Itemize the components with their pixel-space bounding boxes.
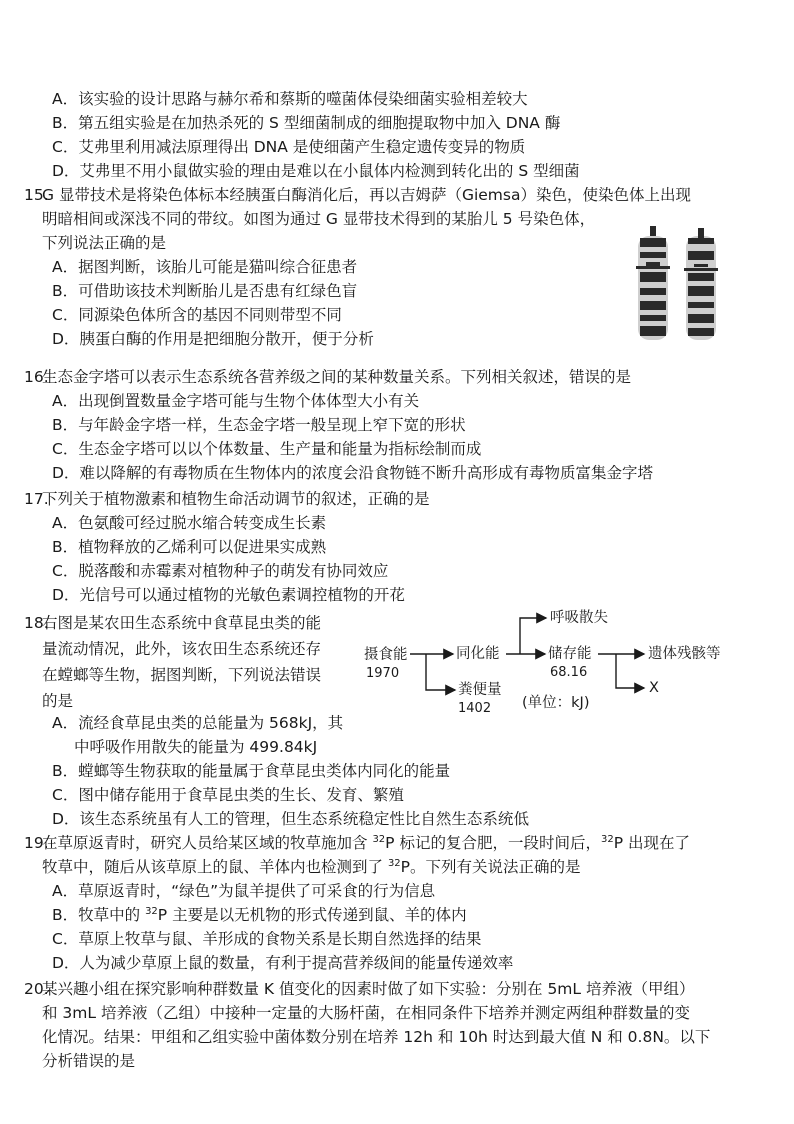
q18-stem-line-2: 量流动情况，此外，该农田生态系统还存	[42, 640, 322, 658]
q19-stem-line-1: 19.在草原返青时，研究人员给某区域的牧草施加含 $^{32}$P 标记的复合肥，一段时间后，$^{32}$P 出现在了	[24, 833, 690, 852]
q14-option-d: D．艾弗里不用小鼠做实验的理由是难以在小鼠体内检测到转化出的 S 型细菌	[52, 162, 580, 180]
q15-number: 15.	[24, 186, 49, 204]
diagram-assimilation-label: 同化能	[456, 646, 500, 662]
diagram-intake-value: 1970	[366, 666, 400, 681]
q15-stem-line-1: 15.G 显带技术是将染色体标本经胰蛋白酶消化后，再以吉姆萨（Giemsa）染色，使染色体上出现	[24, 186, 691, 204]
q18-option-d: D．该生态系统虽有人工的管理，但生态系统稳定性比自然生态系统低	[52, 810, 529, 828]
chromosome-5-banding-image	[630, 222, 726, 346]
q18-stem-line-3: 在螳螂等生物，据图判断，下列说法错误	[42, 666, 322, 684]
diagram-feces-label: 粪便量	[458, 682, 502, 698]
q19-number: 19.	[24, 834, 49, 852]
q16-stem: 16.生态金字塔可以表示生态系统各营养级之间的某种数量关系。下列相关叙述，错误的是	[24, 368, 632, 386]
q14-option-a: A．该实验的设计思路与赫尔希和蔡斯的噬菌体侵染细菌实验相差较大	[52, 90, 528, 108]
q18-option-c: C．图中储存能用于食草昆虫类的生长、发育、繁殖	[52, 786, 404, 804]
diagram-storage-value: 68.16	[550, 665, 588, 680]
q16-option-b: B．与年龄金字塔一样，生态金字塔一般呈现上窄下宽的形状	[52, 416, 466, 434]
q15-stem-line-3: 下列说法正确的是	[42, 234, 167, 252]
q19-stem-line-2: 牧草中，随后从该草原上的鼠、羊体内也检测到了 $^{32}$P。下列有关说法正确的是	[42, 857, 581, 876]
q20-stem-line-3: 化情况。结果：甲组和乙组实验中菌体数分别在培养 12h 和 10h 时达到最大值 N 和 0.8N。以下	[42, 1028, 711, 1046]
q17-option-c: C．脱落酸和赤霉素对植物种子的萌发有协同效应	[52, 562, 389, 580]
q19-option-b: B．牧草中的 $^{32}$P 主要是以无机物的形式传递到鼠、羊的体内	[52, 905, 467, 924]
diagram-storage-label: 储存能	[548, 646, 592, 662]
diagram-respiration-label: 呼吸散失	[550, 610, 608, 626]
q14-option-b: B．第五组实验是在加热杀死的 S 型细菌制成的细胞提取物中加入 DNA 酶	[52, 114, 561, 132]
q15-option-c: C．同源染色体所含的基因不同则带型不同	[52, 306, 342, 324]
diagram-feces-value: 1402	[458, 701, 492, 716]
q17-option-d: D．光信号可以通过植物的光敏色素调控植物的开花	[52, 586, 405, 604]
q20-stem-line-2: 和 3mL 培养液（乙组）中接种一定量的大肠杆菌，在相同条件下培养并测定两组种群数量的变	[42, 1004, 690, 1022]
q19-option-d: D．人为减少草原上鼠的数量，有利于提高营养级间的能量传递效率	[52, 954, 514, 972]
q14-option-c: C．艾弗里利用减法原理得出 DNA 是使细菌产生稳定遗传变异的物质	[52, 138, 526, 156]
q15-stem-line-2: 明暗相间或深浅不同的带纹。如图为通过 G 显带技术得到的某胎儿 5 号染色体，	[42, 210, 596, 228]
q17-number: 17.	[24, 490, 49, 508]
diagram-x-label: X	[649, 680, 659, 696]
q18-option-b: B．螳螂等生物获取的能量属于食草昆虫类体内同化的能量	[52, 762, 451, 780]
q17-stem: 17.下列关于植物激素和植物生命活动调节的叙述，正确的是	[24, 490, 430, 508]
q16-option-d: D．难以降解的有毒物质在生物体内的浓度会沿食物链不断升高形成有毒物质富集金字塔	[52, 464, 653, 482]
q19-option-c: C．草原上牧草与鼠、羊形成的食物关系是长期自然选择的结果	[52, 930, 482, 948]
q18-option-a: A．流经食草昆虫类的总能量为 568kJ，其	[52, 714, 344, 732]
q18-stem-line-1: 18.右图是某农田生态系统中食草昆虫类的能	[24, 614, 322, 632]
q20-stem-line-1: 20.某兴趣小组在探究影响种群数量 K 值变化的因素时做了如下实验：分别在 5mL 培养液（甲组）	[24, 980, 695, 998]
q20-number: 20.	[24, 980, 49, 998]
q15-option-d: D．胰蛋白酶的作用是把细胞分散开，便于分析	[52, 330, 374, 348]
q18-number: 18.	[24, 614, 49, 632]
q15-option-b: B．可借助该技术判断胎儿是否患有红绿色盲	[52, 282, 358, 300]
q17-option-a: A．色氨酸可经过脱水缩合转变成生长素	[52, 514, 327, 532]
q19-option-a: A．草原返青时，“绿色”为鼠羊提供了可采食的行为信息	[52, 882, 436, 900]
energy-flow-diagram	[360, 604, 780, 728]
q16-number: 16.	[24, 368, 49, 386]
q18-stem-line-4: 的是	[42, 692, 74, 710]
q20-stem-line-4: 分析错误的是	[42, 1052, 136, 1070]
diagram-intake-label: 摄食能	[364, 647, 408, 663]
q16-option-a: A．出现倒置数量金字塔可能与生物个体体型大小有关	[52, 392, 420, 410]
diagram-unit-label: (单位：kJ)	[522, 695, 590, 711]
diagram-remains-label: 遗体残骸等	[648, 646, 721, 662]
q18-option-a-cont: 中呼吸作用散失的能量为 499.84kJ	[74, 738, 318, 756]
q15-option-a: A．据图判断，该胎儿可能是猫叫综合征患者	[52, 258, 358, 276]
q16-option-c: C．生态金字塔可以以个体数量、生产量和能量为指标绘制而成	[52, 440, 482, 458]
q17-option-b: B．植物释放的乙烯利可以促进果实成熟	[52, 538, 327, 556]
